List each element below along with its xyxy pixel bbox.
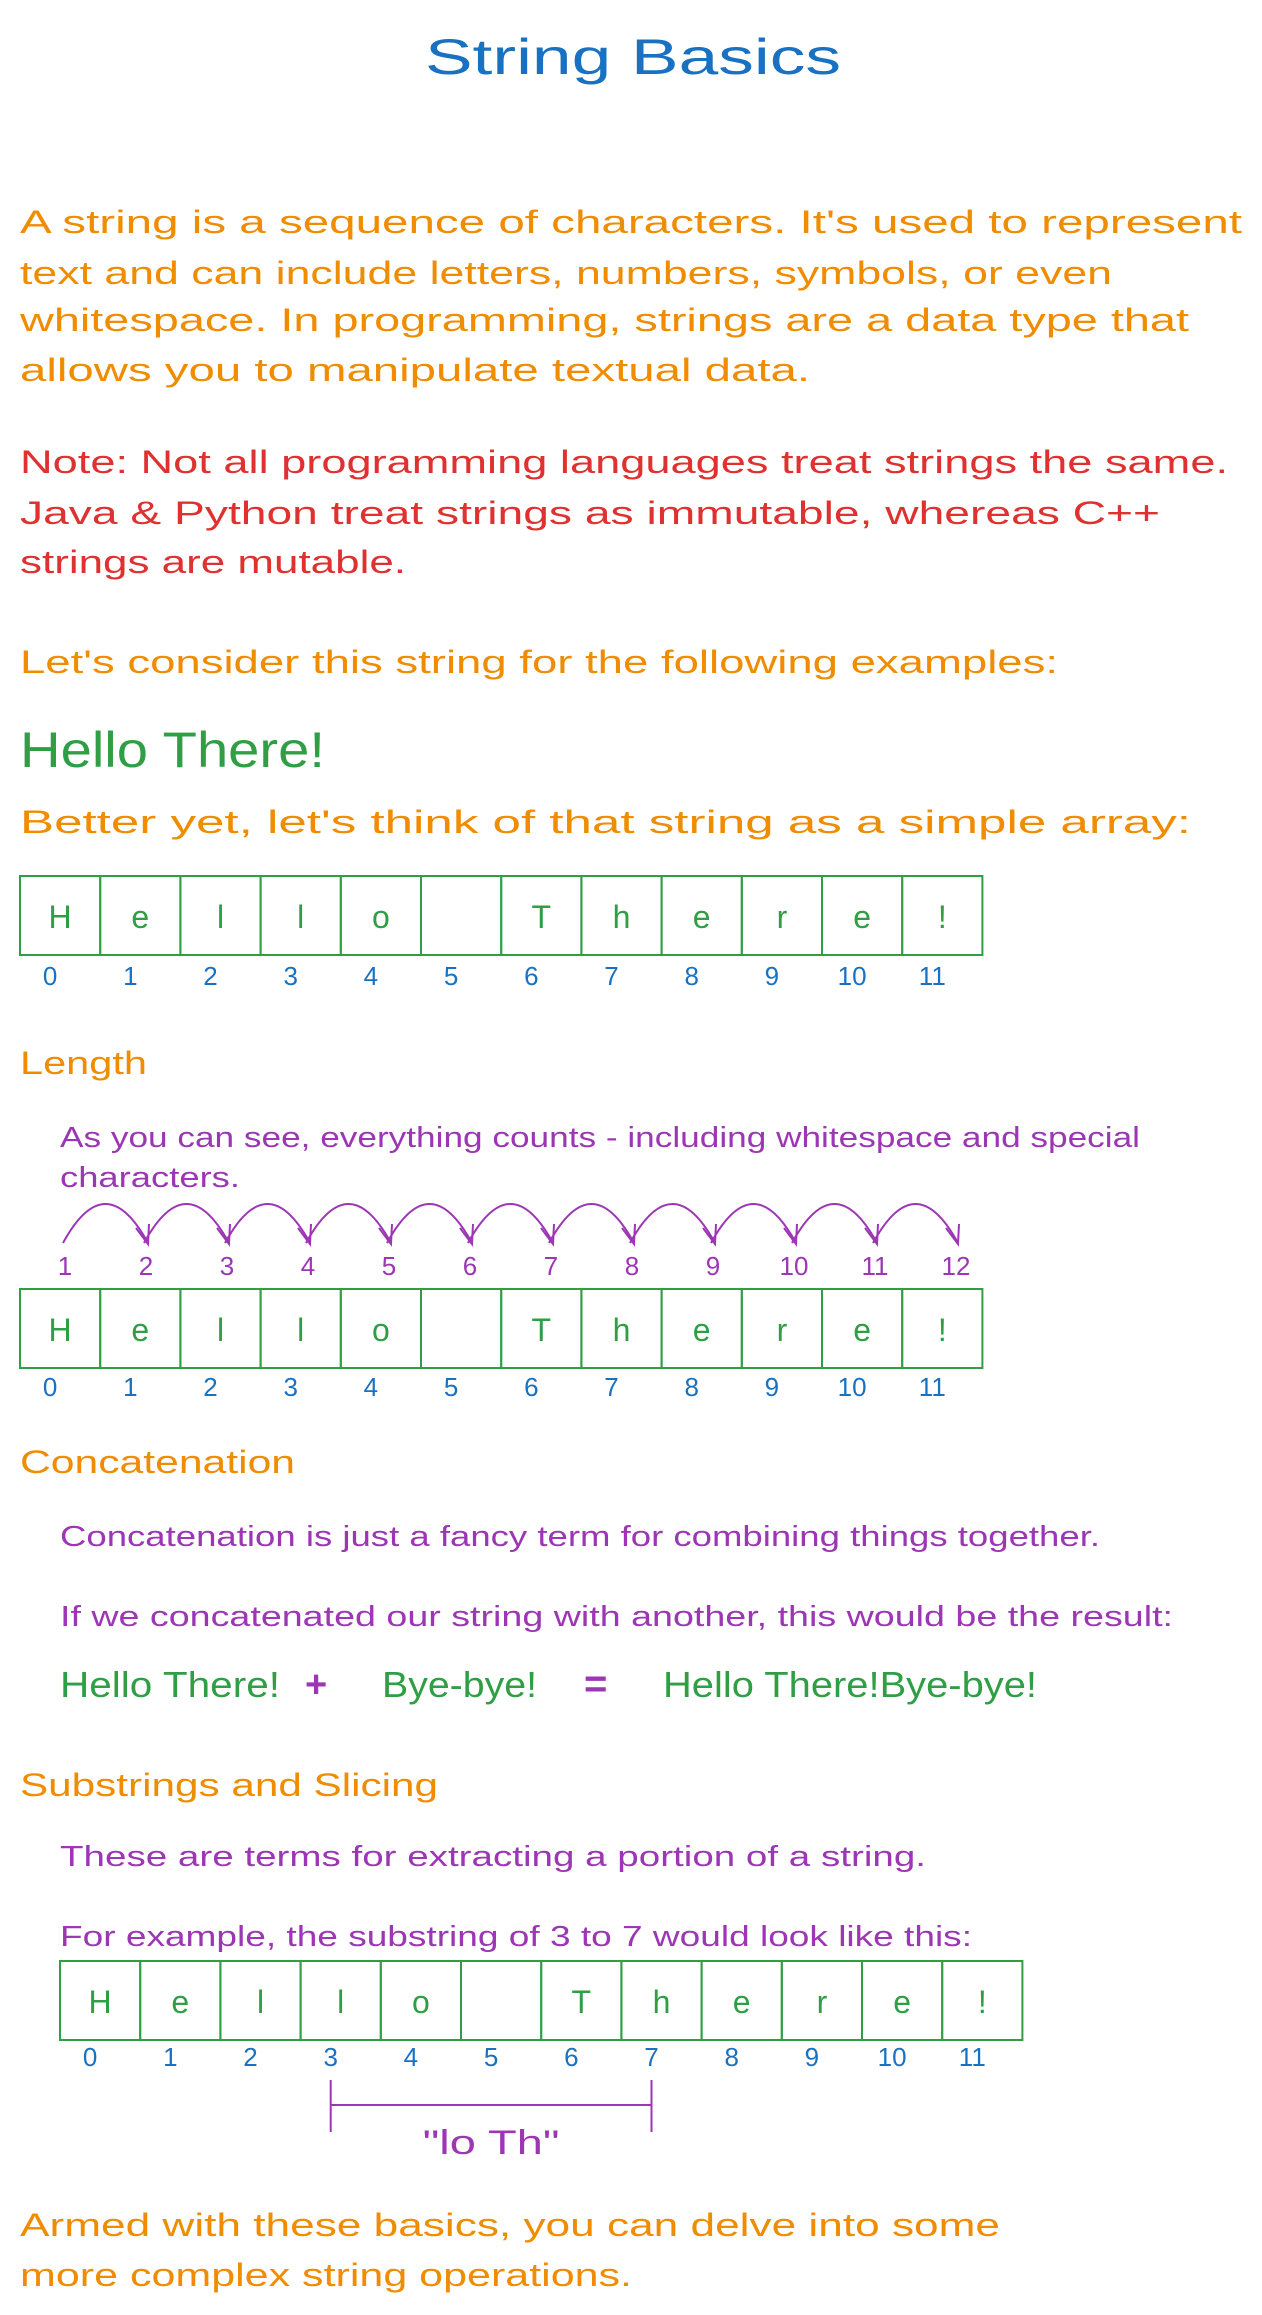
outro-line: more complex string operations. (20, 2257, 632, 2293)
array-index: 2 (203, 1372, 218, 1402)
array-char: h (652, 1984, 671, 2020)
array-char: o (412, 1984, 430, 2020)
array-index: 1 (163, 2042, 178, 2072)
arc-arrow (306, 1204, 391, 1243)
count-label: 7 (543, 1251, 559, 1281)
array-index: 10 (837, 1372, 867, 1402)
array-char: ! (937, 1312, 947, 1348)
length-heading: Length (20, 1045, 147, 1081)
array-index: 7 (644, 2042, 659, 2072)
array-index: 1 (123, 1372, 138, 1402)
count-label: 11 (861, 1251, 889, 1281)
count-label: 6 (462, 1251, 478, 1281)
count-label: 5 (381, 1251, 397, 1281)
array-index: 9 (764, 1372, 780, 1402)
array-index: 6 (524, 1372, 539, 1402)
array-index: 3 (283, 961, 298, 991)
char-array-1 (20, 876, 982, 991)
concatenation-text: If we concatenated our string with another, this would be the result: (60, 1601, 1173, 1633)
array-char: e (893, 1984, 911, 2020)
array-char: o (372, 1312, 390, 1348)
array-index: 0 (42, 961, 58, 991)
intro-line: text and can include letters, numbers, symbols, or even (20, 255, 1112, 291)
arc-arrow (225, 1204, 310, 1243)
concat-left-string: Hello There! (60, 1664, 280, 1705)
count-label: 8 (624, 1251, 640, 1281)
length-text-line: characters. (60, 1162, 240, 1194)
count-label: 2 (138, 1251, 154, 1281)
substrings-text: For example, the substring of 3 to 7 would look like this: (60, 1921, 972, 1953)
array-char: r (816, 1984, 828, 2020)
array-index: 6 (524, 961, 539, 991)
array-index: 4 (363, 961, 379, 991)
arc-arrow (711, 1204, 796, 1243)
note-paragraph (20, 444, 1228, 580)
array-char: H (48, 899, 72, 935)
array-char: r (776, 1312, 788, 1348)
equals-sign: = (584, 1662, 608, 1706)
array-index: 3 (323, 2042, 338, 2072)
array-index: 2 (203, 961, 218, 991)
concat-right-string: Bye-bye! (382, 1664, 537, 1705)
concat-result-string: Hello There!Bye-bye! (663, 1664, 1037, 1705)
arc-arrow (630, 1204, 715, 1243)
array-char: l (297, 1312, 305, 1348)
array-char: e (732, 1984, 751, 2020)
substrings-heading: Substrings and Slicing (20, 1767, 438, 1803)
count-labels (58, 1251, 971, 1281)
array-cell (461, 1961, 541, 2040)
count-label: 1 (57, 1251, 73, 1281)
array-intro-text: Better yet, let's think of that string as a simple array: (20, 804, 1191, 840)
array-char: h (612, 899, 631, 935)
array-index: 11 (918, 961, 946, 991)
char-array-3 (60, 1961, 1022, 2072)
example-string: Hello There! (20, 722, 325, 778)
array-char: l (216, 899, 225, 935)
char-array-2 (20, 1289, 982, 1402)
array-cell (421, 876, 501, 955)
array-index: 8 (684, 1372, 699, 1402)
concatenation-text: Concatenation is just a fancy term for combining things together. (60, 1521, 1100, 1553)
consider-text: Let's consider this string for the following examples: (20, 644, 1058, 680)
array-char: e (853, 1312, 871, 1348)
array-char: e (692, 1312, 711, 1348)
concatenation-example (60, 1662, 1037, 1706)
substrings-text: These are terms for extracting a portion of a string. (60, 1841, 926, 1873)
length-text-line: As you can see, everything counts - including whitespace and special (60, 1122, 1140, 1154)
array-char: l (256, 1984, 265, 2020)
array-char: o (372, 899, 390, 935)
array-index: 9 (804, 2042, 820, 2072)
array-char: h (612, 1312, 631, 1348)
concatenation-heading: Concatenation (20, 1444, 295, 1480)
array-index: 2 (243, 2042, 258, 2072)
arc-arrow (549, 1204, 634, 1243)
count-label: 4 (300, 1251, 316, 1281)
array-char: l (216, 1312, 225, 1348)
array-char: r (776, 899, 788, 935)
outro-line: Armed with these basics, you can delve into some (20, 2207, 1001, 2243)
count-label: 12 (941, 1251, 971, 1281)
array-char: H (48, 1312, 72, 1348)
array-index: 3 (283, 1372, 298, 1402)
count-label: 9 (705, 1251, 721, 1281)
slice-label: "lo Th" (422, 2124, 560, 2162)
intro-line: A string is a sequence of characters. It's used to represent (20, 204, 1243, 240)
array-index: 6 (564, 2042, 579, 2072)
array-index: 4 (363, 1372, 379, 1402)
arc-arrow (144, 1204, 229, 1243)
array-char: T (571, 1984, 592, 2020)
array-char: e (171, 1984, 190, 2020)
array-char: ! (937, 899, 947, 935)
array-char: e (853, 899, 871, 935)
array-char: l (297, 899, 305, 935)
array-char: T (531, 1312, 552, 1348)
note-line: Note: Not all programming languages treat strings the same. (20, 444, 1228, 480)
array-index: 5 (443, 1372, 459, 1402)
array-char: e (692, 899, 711, 935)
array-char: e (131, 1312, 150, 1348)
array-char: ! (977, 1984, 987, 2020)
array-index: 5 (443, 961, 459, 991)
array-index: 7 (604, 1372, 619, 1402)
array-char: H (88, 1984, 112, 2020)
array-index: 5 (483, 2042, 499, 2072)
arc-arrow (63, 1204, 148, 1243)
arc-arrow (873, 1204, 958, 1243)
array-char: T (531, 899, 552, 935)
array-char: l (337, 1984, 345, 2020)
array-index: 0 (42, 1372, 58, 1402)
array-index: 8 (724, 2042, 739, 2072)
array-char: e (131, 899, 150, 935)
array-index: 9 (764, 961, 780, 991)
count-label: 3 (219, 1251, 235, 1281)
array-index: 11 (958, 2042, 986, 2072)
array-cell (421, 1289, 501, 1368)
intro-line: allows you to manipulate textual data. (20, 352, 810, 388)
page-title: String Basics (425, 29, 841, 85)
plus-sign: + (305, 1664, 328, 1706)
array-index: 4 (403, 2042, 419, 2072)
intro-paragraph (19, 204, 1243, 388)
note-line: Java & Python treat strings as immutable, whereas C++ (20, 495, 1160, 531)
count-label: 10 (779, 1251, 809, 1281)
intro-line: whitespace. In programming, strings are a data type that (18, 302, 1190, 338)
array-index: 10 (877, 2042, 907, 2072)
arc-arrow (387, 1204, 472, 1243)
arc-arrow (468, 1204, 553, 1243)
array-index: 1 (123, 961, 138, 991)
note-line: strings are mutable. (20, 544, 407, 580)
arc-arrow (792, 1204, 877, 1243)
array-index: 10 (837, 961, 867, 991)
array-index: 11 (918, 1372, 946, 1402)
array-index: 7 (604, 961, 619, 991)
array-index: 8 (684, 961, 699, 991)
count-arrows (63, 1204, 959, 1244)
array-index: 0 (82, 2042, 98, 2072)
